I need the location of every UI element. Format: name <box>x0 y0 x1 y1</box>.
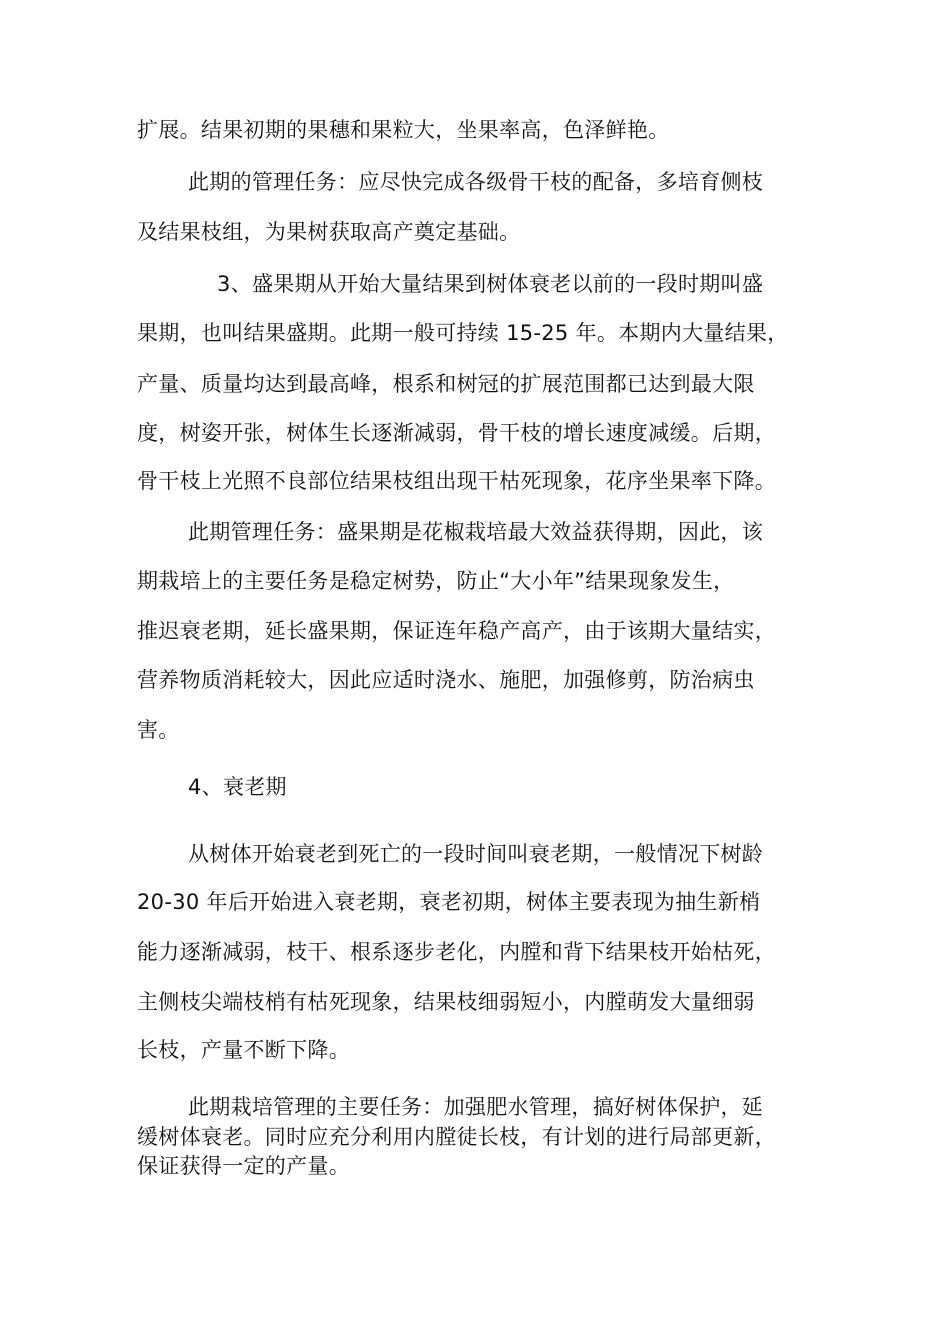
text-line: 此期的管理任务：应尽快完成各级骨干枝的配备，多培育侧枝 <box>188 170 764 194</box>
text-line: 营养物质消耗较大，因此应适时浇水、施肥，加强修剪，防治病虫 <box>137 668 755 692</box>
text-line: 保证获得一定的产量。 <box>137 1154 350 1178</box>
text-line: 此期管理任务：盛果期是花椒栽培最大效益获得期，因此，该 <box>188 520 764 544</box>
text-line: 果期，也叫结果盛期。此期一般可持续 15-25 年。本期内大量结果， <box>137 321 789 345</box>
text-line: 产量、质量均达到最高峰，根系和树冠的扩展范围都已达到最大限 <box>137 372 755 396</box>
text-line: 扩展。结果初期的果穗和果粒大，坐果率高，色泽鲜艳。 <box>137 118 670 142</box>
text-line: 及结果枝组，为果树获取高产奠定基础。 <box>137 220 521 244</box>
text-line: 从树体开始衰老到死亡的一段时间叫衰老期，一般情况下树龄 <box>188 842 764 866</box>
section-heading: 4、衰老期 <box>188 775 287 799</box>
text-line: 度，树姿开张，树体生长逐渐减弱，骨干枝的增长速度减缓。后期， <box>137 421 776 445</box>
text-line: 骨干枝上光照不良部位结果枝组出现干枯死现象，花序坐果率下降。 <box>137 469 776 493</box>
text-line: 3、盛果期从开始大量结果到树体衰老以前的一段时期叫盛 <box>217 272 764 296</box>
text-line: 害。 <box>137 718 180 742</box>
text-line: 主侧枝尖端枝梢有枯死现象，结果枝细弱短小，内膛萌发大量细弱 <box>137 990 755 1014</box>
text-line: 20-30 年后开始进入衰老期，衰老初期，树体主要表现为抽生新梢 <box>137 890 761 914</box>
text-line: 长枝，产量不断下降。 <box>137 1038 350 1062</box>
text-line: 能力逐渐减弱，枝干、根系逐步老化，内膛和背下结果枝开始枯死， <box>137 940 776 964</box>
text-line: 推迟衰老期，延长盛果期，保证连年稳产高产，由于该期大量结实， <box>137 619 776 643</box>
text-line: 期栽培上的主要任务是稳定树势，防止“大小年”结果现象发生， <box>137 569 735 593</box>
text-line: 此期栽培管理的主要任务：加强肥水管理，搞好树体保护，延 <box>188 1095 764 1119</box>
text-line: 缓树体衰老。同时应充分利用内膛徒长枝，有计划的进行局部更新， <box>137 1125 776 1149</box>
